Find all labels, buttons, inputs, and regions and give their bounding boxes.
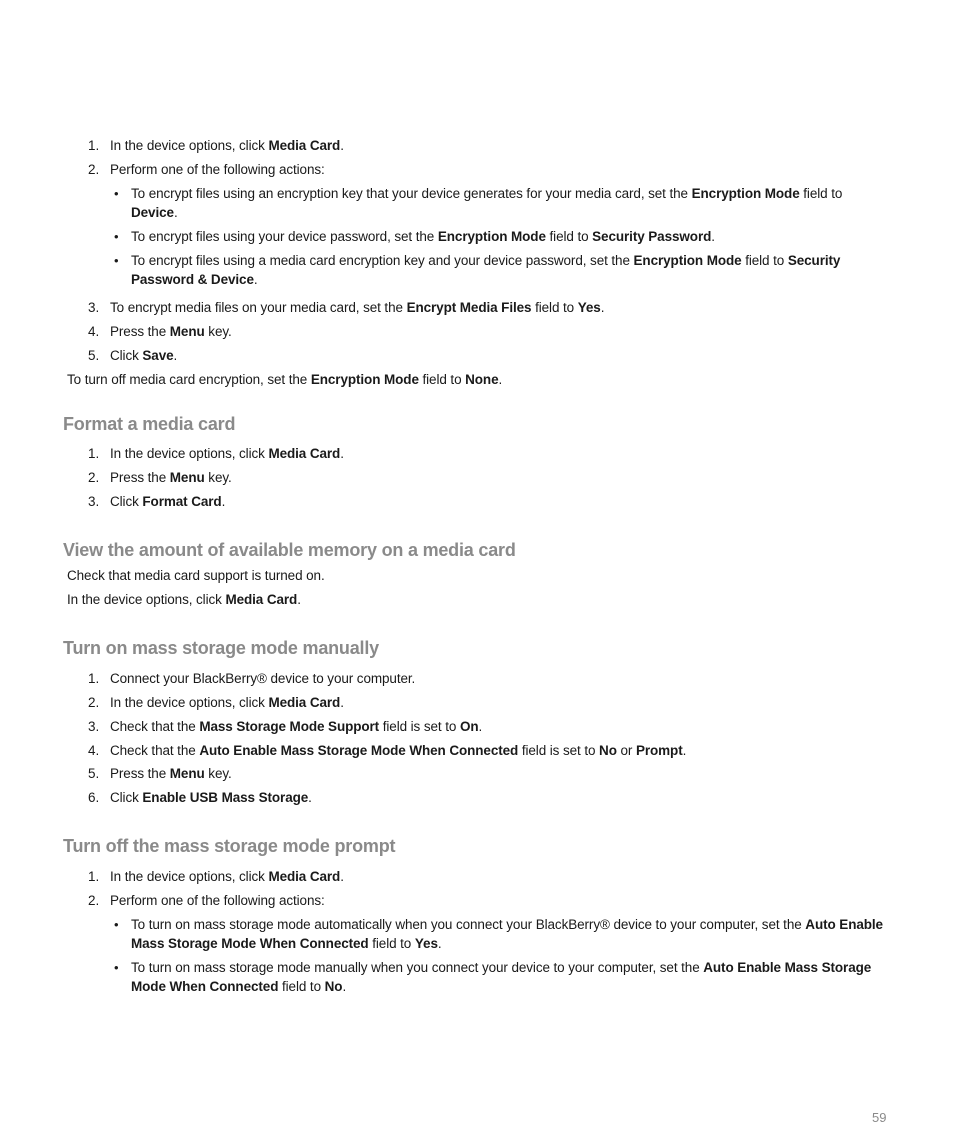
step-text: Press the Menu key. bbox=[110, 766, 232, 781]
bullet-glyph: • bbox=[114, 253, 119, 268]
step-text: Click Save. bbox=[110, 348, 178, 363]
step-number: 2. bbox=[88, 470, 100, 485]
bullet-text: To encrypt files using an encryption key that your device generates for your media card, set the Encryption Mode field to bbox=[131, 186, 843, 201]
step-text: Check that the Auto Enable Mass Storage Mode When Connected field is set to No or Prompt. bbox=[110, 743, 687, 758]
step-number: 1. bbox=[88, 671, 100, 686]
bullet-glyph: • bbox=[114, 960, 119, 975]
page-number: 59 bbox=[872, 1110, 887, 1125]
bullet-text-cont: Password & Device. bbox=[131, 272, 258, 287]
step-number: 5. bbox=[88, 766, 100, 781]
section-heading: Format a media card bbox=[63, 414, 236, 434]
step-number: 2. bbox=[88, 162, 100, 177]
bullet-glyph: • bbox=[114, 186, 119, 201]
step-number: 1. bbox=[88, 869, 100, 884]
step-number: 2. bbox=[88, 893, 100, 908]
section-heading: Turn on mass storage mode manually bbox=[63, 638, 379, 658]
step-text: To encrypt media files on your media card, set the Encrypt Media Files field to Yes. bbox=[110, 300, 605, 315]
section-heading: View the amount of available memory on a media card bbox=[63, 540, 516, 560]
step-number: 4. bbox=[88, 743, 100, 758]
step-text: Press the Menu key. bbox=[110, 470, 232, 485]
body-text: Check that media card support is turned on. bbox=[67, 568, 325, 583]
step-number: 3. bbox=[88, 719, 100, 734]
step-text: Click Enable USB Mass Storage. bbox=[110, 790, 312, 805]
bullet-text: To encrypt files using your device password, set the Encryption Mode field to Security Password. bbox=[131, 229, 715, 244]
step-text: In the device options, click Media Card. bbox=[110, 695, 344, 710]
bullet-text-cont: Mode When Connected field to No. bbox=[131, 979, 347, 994]
step-text: Click Format Card. bbox=[110, 494, 226, 509]
bullet-text: To encrypt files using a media card encryption key and your device password, set the Encryption Mode field to Security bbox=[131, 253, 841, 268]
bullet-text-cont: Mass Storage Mode When Connected field to Yes. bbox=[131, 936, 442, 951]
bullet-glyph: • bbox=[114, 917, 119, 932]
step-number: 3. bbox=[88, 494, 100, 509]
step-number: 1. bbox=[88, 138, 100, 153]
bullet-text-cont: Device. bbox=[131, 205, 178, 220]
step-text: Perform one of the following actions: bbox=[110, 162, 325, 177]
step-text: In the device options, click Media Card. bbox=[110, 446, 344, 461]
step-number: 4. bbox=[88, 324, 100, 339]
step-number: 2. bbox=[88, 695, 100, 710]
step-text: Perform one of the following actions: bbox=[110, 893, 325, 908]
step-number: 5. bbox=[88, 348, 100, 363]
bullet-glyph: • bbox=[114, 229, 119, 244]
step-text: In the device options, click Media Card. bbox=[110, 869, 344, 884]
step-text: Press the Menu key. bbox=[110, 324, 232, 339]
bullet-text: To turn on mass storage mode automatically when you connect your BlackBerry® device to your computer, set the Auto Enable bbox=[131, 917, 883, 932]
bullet-text: To turn on mass storage mode manually when you connect your device to your computer, set the Auto Enable Mass Storage bbox=[131, 960, 872, 975]
step-number: 3. bbox=[88, 300, 100, 315]
section-heading: Turn off the mass storage mode prompt bbox=[63, 836, 396, 856]
body-text: In the device options, click Media Card. bbox=[67, 592, 301, 607]
step-number: 6. bbox=[88, 790, 100, 805]
step-number: 1. bbox=[88, 446, 100, 461]
step-text: Connect your BlackBerry® device to your computer. bbox=[110, 671, 416, 686]
step-text: In the device options, click Media Card. bbox=[110, 138, 344, 153]
note-text: To turn off media card encryption, set the Encryption Mode field to None. bbox=[67, 372, 503, 387]
step-text: Check that the Mass Storage Mode Support field is set to On. bbox=[110, 719, 483, 734]
